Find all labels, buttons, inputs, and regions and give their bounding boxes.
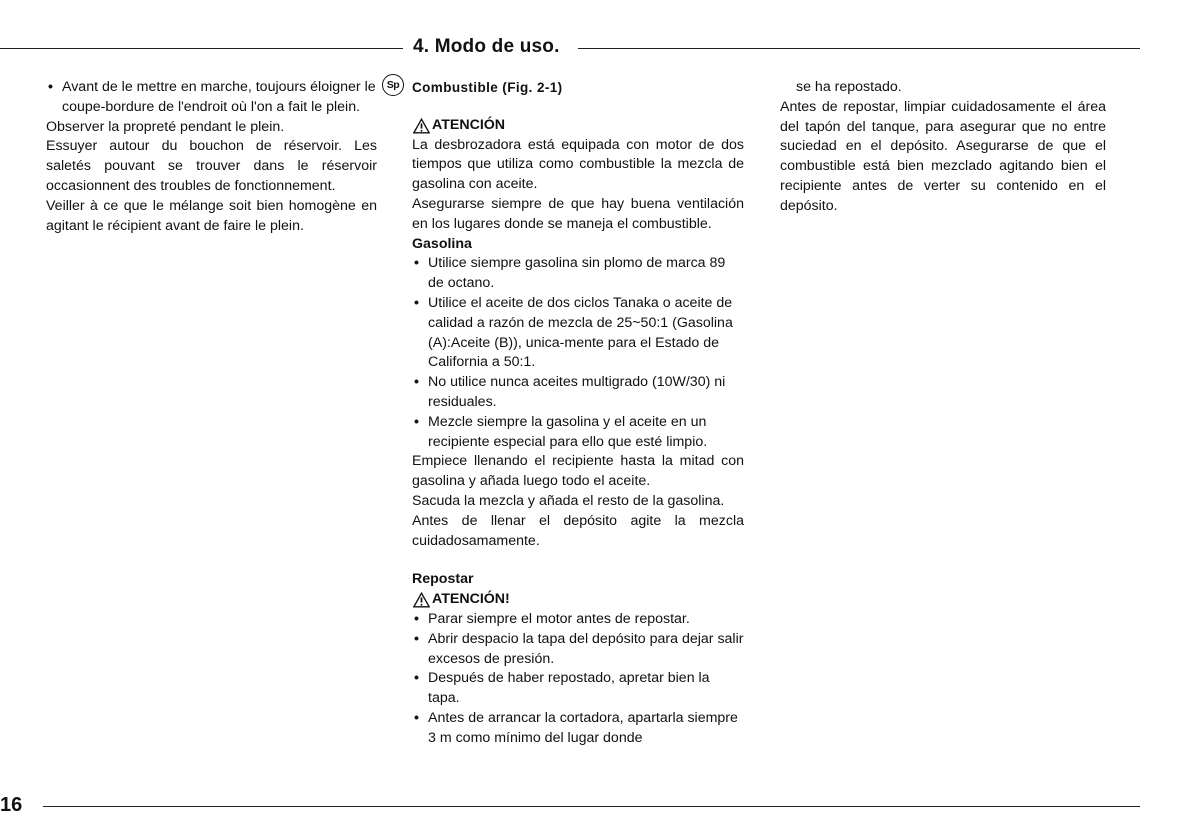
warning-triangle-icon [413, 118, 430, 134]
bullet-dot-icon: • [414, 413, 419, 430]
refuel-heading: Repostar [412, 571, 474, 588]
continuation-text: se ha repostado. [796, 79, 902, 95]
list-item-text: Abrir despacio la tapa del depósito para dejar salir excesos de presión. [428, 630, 744, 667]
warning-heading-2 [412, 590, 744, 610]
warning-label-2: ATENCIÓN! [432, 591, 510, 608]
header-rule-left [0, 48, 403, 49]
list-item [412, 630, 744, 670]
section-title: 4. Modo de uso. [413, 36, 560, 57]
warning-label-1: ATENCIÓN [432, 116, 506, 133]
list-item-text: Parar siempre el motor antes de repostar. [428, 610, 690, 627]
left-paragraph-1: Observer la propreté pendant le plein. [46, 118, 285, 135]
language-badge: Sp [382, 74, 404, 96]
bullet-dot-icon: • [414, 374, 419, 391]
right-column [780, 78, 1106, 217]
header-rule-right [578, 48, 1140, 49]
warning-triangle-icon [413, 592, 430, 608]
bullet-dot-icon: • [414, 255, 419, 272]
left-paragraph-2: Essuyer autour du bouchon de réservoir. Les saletés pouvant se trouver dans le réservoir occasionnent des troubles de fonctionnement. [46, 138, 377, 194]
bullet-dot-icon: • [414, 294, 419, 311]
list-item [412, 669, 744, 709]
fill-instructions-2: Sacuda la mezcla y añada el resto de la gasolina. [412, 492, 725, 509]
list-item-text: Después de haber repostado, apretar bien la tapa. [428, 670, 710, 707]
middle-column [412, 78, 744, 749]
gasoline-heading: Gasolina [412, 235, 472, 252]
warning-heading-1 [412, 116, 744, 136]
list-item-text: Utilice siempre gasolina sin plomo de marca 89 de octano. [428, 255, 726, 292]
list-item [412, 413, 744, 453]
bullet-dot-icon: • [414, 610, 419, 627]
bullet-dot-icon: • [414, 670, 419, 687]
engine-description: La desbrozadora está equipada con motor de dos tiempos que utiliza como combustible la mezcla de gasolina con aceite. [412, 136, 744, 193]
bullet-dot-icon: • [414, 630, 419, 647]
spacer [412, 98, 744, 110]
list-item-text: Utilice el aceite de dos ciclos Tanaka o aceite de calidad a razón de mezcla de 25~50:1 (Gasolina (A):Aceite (B)), unica-mente para el Estado de California a 50:1. [428, 294, 733, 371]
list-item [412, 373, 744, 413]
fuel-heading: Combustible (Fig. 2-1) [412, 80, 563, 95]
fill-instructions-3: Antes de llenar el depósito agite la mezcla cuidadosamamente. [412, 512, 744, 549]
left-bullet-item [46, 78, 377, 118]
gasoline-list [412, 254, 744, 452]
ventilation-text: Asegurarse siempre de que hay buena ventilación en los lugares donde se maneja el combustible. [412, 195, 744, 232]
bullet-dot-icon: • [48, 79, 53, 95]
spacer [412, 551, 744, 570]
footer-rule [43, 806, 1140, 807]
list-item [412, 254, 744, 294]
list-item-text: No utilice nunca aceites multigrado (10W/30) ni residuales. [428, 374, 726, 410]
left-paragraph-3: Veiller à ce que le mélange soit bien homogène en agitant le récipient avant de faire le plein. [46, 197, 377, 234]
left-column [46, 78, 377, 236]
list-item [412, 610, 744, 630]
list-item-text: Mezcle siempre la gasolina y el aceite en un recipiente especial para ello que esté limpio. [428, 413, 708, 450]
list-item [412, 709, 744, 749]
list-item-text: Antes de arrancar la cortadora, apartarla siempre 3 m como mínimo del lugar donde [428, 709, 738, 746]
page-number: 16 [0, 794, 23, 816]
bullet-dot-icon: • [414, 709, 419, 726]
left-bullet-text: Avant de le mettre en marche, toujours éloigner le coupe-bordure de l'endroit où l'on a fait le plein. [62, 79, 376, 115]
fill-instructions-1: Empiece llenando el recipiente hasta la mitad con gasolina y añada luego todo el aceite. [412, 453, 744, 490]
refuel-list [412, 610, 744, 749]
list-item [412, 294, 744, 373]
right-paragraph: Antes de repostar, limpiar cuidadosamente el área del tapón del tanque, para asegurar que no entre suciedad en el depósito. Asegurarse de que el combustible está bien mezclado agitando bien el recipiente antes de verter su contenido en el depósito. [780, 98, 1106, 214]
